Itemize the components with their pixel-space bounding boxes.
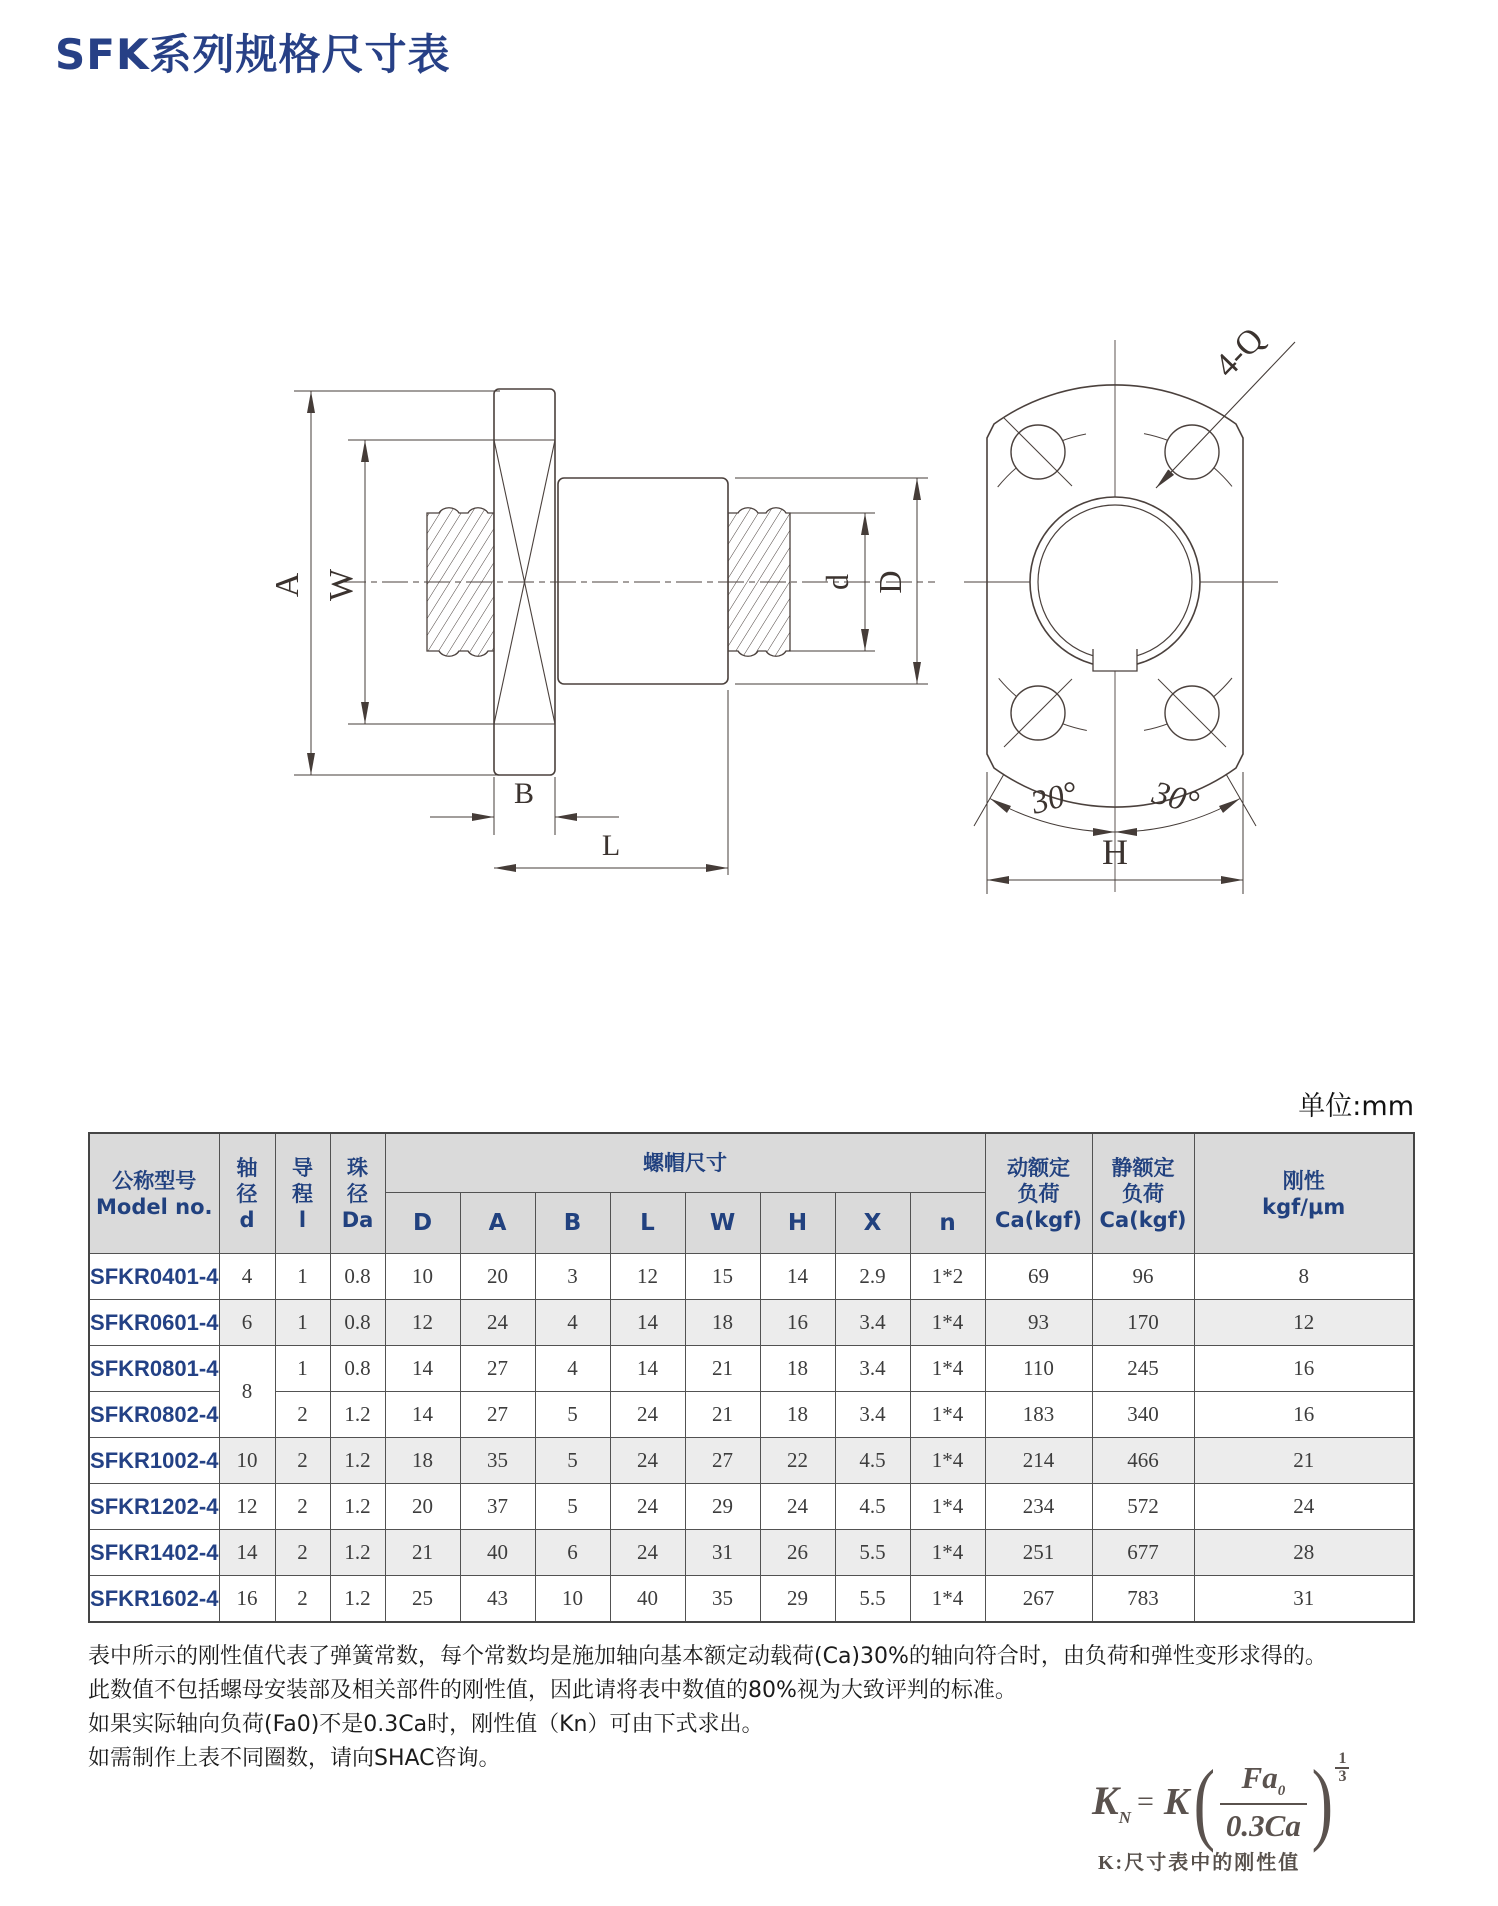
section-view-svg (270, 275, 950, 915)
value-cell-L: 14 (610, 1300, 685, 1346)
value-cell-ca: 110 (985, 1346, 1092, 1392)
value-cell-ca: 183 (985, 1392, 1092, 1438)
col-header-A: A (460, 1193, 535, 1254)
spec-row (89, 1392, 1414, 1438)
value-cell-W: 29 (685, 1484, 760, 1530)
value-cell-W: 27 (685, 1438, 760, 1484)
formula-coefficient: K (1163, 1781, 1190, 1824)
value-cell-k: 21 (1194, 1438, 1414, 1484)
spec-row (89, 1254, 1414, 1300)
col-header-dynamic-load: 动额定 负荷 Ca(kgf) (985, 1133, 1092, 1254)
footnote-line: 如果实际轴向负荷(Fa0)不是0.3Ca时，刚性值（Kn）可由下式求出。 (88, 1712, 764, 1737)
value-cell-da: 1.2 (330, 1576, 385, 1623)
value-cell-B: 5 (535, 1438, 610, 1484)
value-cell-D: 25 (385, 1576, 460, 1623)
angle-label-right: 30° (1148, 774, 1203, 822)
value-cell-c0a: 783 (1092, 1576, 1194, 1623)
model-cell: SFKR0801-4 (89, 1346, 219, 1392)
value-cell-l: 1 (275, 1300, 330, 1346)
value-cell-da: 0.8 (330, 1300, 385, 1346)
col-header-n: n (910, 1193, 985, 1254)
col-header-model-en: Model no. (96, 1194, 213, 1219)
dim-label-l: L (601, 829, 621, 862)
value-cell-c0a: 170 (1092, 1300, 1194, 1346)
col-header-static-load: 静额定 负荷 Ca(kgf) (1092, 1133, 1194, 1254)
value-cell-X: 4.5 (835, 1484, 910, 1530)
value-cell-k: 28 (1194, 1530, 1414, 1576)
value-cell-l: 2 (275, 1484, 330, 1530)
value-cell-A: 40 (460, 1530, 535, 1576)
angle-label-left: 30° (1027, 774, 1082, 822)
value-cell-H: 14 (760, 1254, 835, 1300)
value-cell-ca: 251 (985, 1530, 1092, 1576)
value-cell-D: 14 (385, 1392, 460, 1438)
dim-label-b: B (513, 777, 535, 810)
value-cell-l: 2 (275, 1438, 330, 1484)
value-cell-k: 16 (1194, 1346, 1414, 1392)
value-cell-d: 12 (219, 1484, 275, 1530)
spec-row (89, 1484, 1414, 1530)
value-cell-L: 24 (610, 1392, 685, 1438)
value-cell-l: 2 (275, 1392, 330, 1438)
value-cell-n: 1*4 (910, 1530, 985, 1576)
col-header-X: X (835, 1193, 910, 1254)
value-cell-k: 12 (1194, 1300, 1414, 1346)
col-header-model (89, 1133, 219, 1254)
value-cell-A: 20 (460, 1254, 535, 1300)
value-cell-H: 29 (760, 1576, 835, 1623)
col-header-model-cn: 公称型号 (112, 1168, 197, 1193)
value-cell-n: 1*2 (910, 1254, 985, 1300)
value-cell-X: 3.4 (835, 1346, 910, 1392)
value-cell-X: 2.9 (835, 1254, 910, 1300)
value-cell-W: 15 (685, 1254, 760, 1300)
value-cell-c0a: 340 (1092, 1392, 1194, 1438)
value-cell-l: 2 (275, 1530, 330, 1576)
value-cell-n: 1*4 (910, 1346, 985, 1392)
value-cell-H: 22 (760, 1438, 835, 1484)
formula-caption: K:尺寸表中的刚性值 (1098, 1852, 1301, 1874)
col-header-B: B (535, 1193, 610, 1254)
value-cell-W: 21 (685, 1346, 760, 1392)
value-cell-d: 6 (219, 1300, 275, 1346)
col-header-D: D (385, 1193, 460, 1254)
bore-outer-circle (1030, 497, 1200, 667)
front-view-drawing (960, 280, 1380, 934)
model-cell: SFKR0601-4 (89, 1300, 219, 1346)
value-cell-W: 21 (685, 1392, 760, 1438)
dim-label-w: W (323, 568, 360, 602)
value-cell-H: 24 (760, 1484, 835, 1530)
value-cell-B: 6 (535, 1530, 610, 1576)
value-cell-l: 2 (275, 1576, 330, 1623)
value-cell-da: 0.8 (330, 1346, 385, 1392)
value-cell-B: 5 (535, 1392, 610, 1438)
rigidity-formula (1092, 1750, 1349, 1853)
value-cell-A: 35 (460, 1438, 535, 1484)
value-cell-B: 3 (535, 1254, 610, 1300)
value-cell-n: 1*4 (910, 1392, 985, 1438)
value-cell-X: 5.5 (835, 1530, 910, 1576)
value-cell-D: 10 (385, 1254, 460, 1300)
dim-label-d-small: d (819, 574, 855, 590)
value-cell-X: 3.4 (835, 1392, 910, 1438)
section-view-drawing (270, 275, 950, 919)
value-cell-da: 1.2 (330, 1530, 385, 1576)
dim-label-a: A (270, 572, 306, 598)
model-cell: SFKR1402-4 (89, 1530, 219, 1576)
col-header-rigidity: 刚性 kgf/μm (1194, 1133, 1414, 1254)
nut-body (558, 478, 728, 684)
keyway-notch (1093, 649, 1137, 671)
value-cell-L: 40 (610, 1576, 685, 1623)
value-cell-d: 10 (219, 1438, 275, 1484)
dim-label-h: H (1102, 832, 1128, 872)
value-cell-c0a: 245 (1092, 1346, 1194, 1392)
value-cell-W: 35 (685, 1576, 760, 1623)
spec-row (89, 1300, 1414, 1346)
col-header-H: H (760, 1193, 835, 1254)
footnote-line: 如需制作上表不同圈数，请向SHAC咨询。 (88, 1746, 501, 1771)
value-cell-c0a: 572 (1092, 1484, 1194, 1530)
formula-lhs: $K_N$ (1092, 1777, 1131, 1827)
value-cell-ca: 214 (985, 1438, 1092, 1484)
value-cell-da: 1.2 (330, 1392, 385, 1438)
formula-equals: = (1136, 1785, 1154, 1819)
col-header-ball-dia: 珠 径 Da (330, 1133, 385, 1254)
value-cell-da: 0.8 (330, 1254, 385, 1300)
unit-label: 单位:mm (1298, 1091, 1414, 1122)
holes-label: 4-Q (1207, 320, 1272, 385)
value-cell-B: 5 (535, 1484, 610, 1530)
value-cell-d: 14 (219, 1530, 275, 1576)
value-cell-B: 4 (535, 1346, 610, 1392)
model-cell: SFKR0802-4 (89, 1392, 219, 1438)
model-cell: SFKR1202-4 (89, 1484, 219, 1530)
spec-table-body (89, 1254, 1414, 1623)
value-cell-H: 16 (760, 1300, 835, 1346)
spec-row (89, 1530, 1414, 1576)
footnote-line: 此数值不包括螺母安装部及相关部件的刚性值，因此请将表中数值的80%视为大致评判的标准。 (88, 1678, 1017, 1703)
value-cell-L: 12 (610, 1254, 685, 1300)
formula-paren-open: ( (1193, 1751, 1216, 1853)
formula-fraction: $\frac{Fa_0}{0.3Ca}$ (1220, 1760, 1307, 1844)
formula-paren-close: ) (1311, 1751, 1333, 1853)
col-header-nut-size: 螺帽尺寸 (385, 1133, 985, 1193)
col-header-L: L (610, 1193, 685, 1254)
value-cell-n: 1*4 (910, 1300, 985, 1346)
value-cell-ca: 69 (985, 1254, 1092, 1300)
page-title: SFK系列规格尺寸表 (55, 30, 451, 79)
col-header-lead: 导 程 l (275, 1133, 330, 1254)
value-cell-ca: 267 (985, 1576, 1092, 1623)
spec-row (89, 1576, 1414, 1623)
value-cell-L: 24 (610, 1438, 685, 1484)
value-cell-A: 27 (460, 1392, 535, 1438)
value-cell-c0a: 466 (1092, 1438, 1194, 1484)
value-cell-D: 14 (385, 1346, 460, 1392)
value-cell-l: 1 (275, 1254, 330, 1300)
value-cell-D: 21 (385, 1530, 460, 1576)
model-cell: SFKR1002-4 (89, 1438, 219, 1484)
dim-label-d-big: D (872, 570, 908, 594)
value-cell-d: 8 (219, 1346, 275, 1438)
value-cell-H: 18 (760, 1392, 835, 1438)
value-cell-k: 8 (1194, 1254, 1414, 1300)
value-cell-k: 31 (1194, 1576, 1414, 1623)
spec-row (89, 1438, 1414, 1484)
value-cell-A: 27 (460, 1346, 535, 1392)
value-cell-n: 1*4 (910, 1576, 985, 1623)
value-cell-D: 20 (385, 1484, 460, 1530)
value-cell-W: 31 (685, 1530, 760, 1576)
spec-table (88, 1132, 1415, 1623)
front-view-svg (960, 280, 1380, 930)
spec-row (89, 1346, 1414, 1392)
value-cell-c0a: 96 (1092, 1254, 1194, 1300)
value-cell-l: 1 (275, 1346, 330, 1392)
value-cell-L: 14 (610, 1346, 685, 1392)
value-cell-H: 26 (760, 1530, 835, 1576)
value-cell-B: 10 (535, 1576, 610, 1623)
value-cell-ca: 234 (985, 1484, 1092, 1530)
value-cell-X: 4.5 (835, 1438, 910, 1484)
formula-exponent: 1 3 (1335, 1752, 1349, 1784)
footnotes (88, 1640, 1428, 1776)
footnote-line: 表中所示的刚性值代表了弹簧常数，每个常数均是施加轴向基本额定动载荷(Ca)30%的轴向符合时，由负荷和弹性变形求得的。 (88, 1644, 1327, 1669)
value-cell-H: 18 (760, 1346, 835, 1392)
value-cell-d: 16 (219, 1576, 275, 1623)
value-cell-L: 24 (610, 1530, 685, 1576)
value-cell-ca: 93 (985, 1300, 1092, 1346)
value-cell-k: 16 (1194, 1392, 1414, 1438)
value-cell-da: 1.2 (330, 1484, 385, 1530)
value-cell-B: 4 (535, 1300, 610, 1346)
value-cell-D: 12 (385, 1300, 460, 1346)
value-cell-D: 18 (385, 1438, 460, 1484)
value-cell-X: 3.4 (835, 1300, 910, 1346)
col-header-W: W (685, 1193, 760, 1254)
value-cell-k: 24 (1194, 1484, 1414, 1530)
value-cell-L: 24 (610, 1484, 685, 1530)
value-cell-c0a: 677 (1092, 1530, 1194, 1576)
value-cell-d: 4 (219, 1254, 275, 1300)
col-header-shaft-dia: 轴 径 d (219, 1133, 275, 1254)
value-cell-n: 1*4 (910, 1484, 985, 1530)
model-cell: SFKR0401-4 (89, 1254, 219, 1300)
value-cell-A: 37 (460, 1484, 535, 1530)
value-cell-da: 1.2 (330, 1438, 385, 1484)
value-cell-W: 18 (685, 1300, 760, 1346)
value-cell-A: 43 (460, 1576, 535, 1623)
value-cell-n: 1*4 (910, 1438, 985, 1484)
model-cell: SFKR1602-4 (89, 1576, 219, 1623)
value-cell-X: 5.5 (835, 1576, 910, 1623)
value-cell-A: 24 (460, 1300, 535, 1346)
